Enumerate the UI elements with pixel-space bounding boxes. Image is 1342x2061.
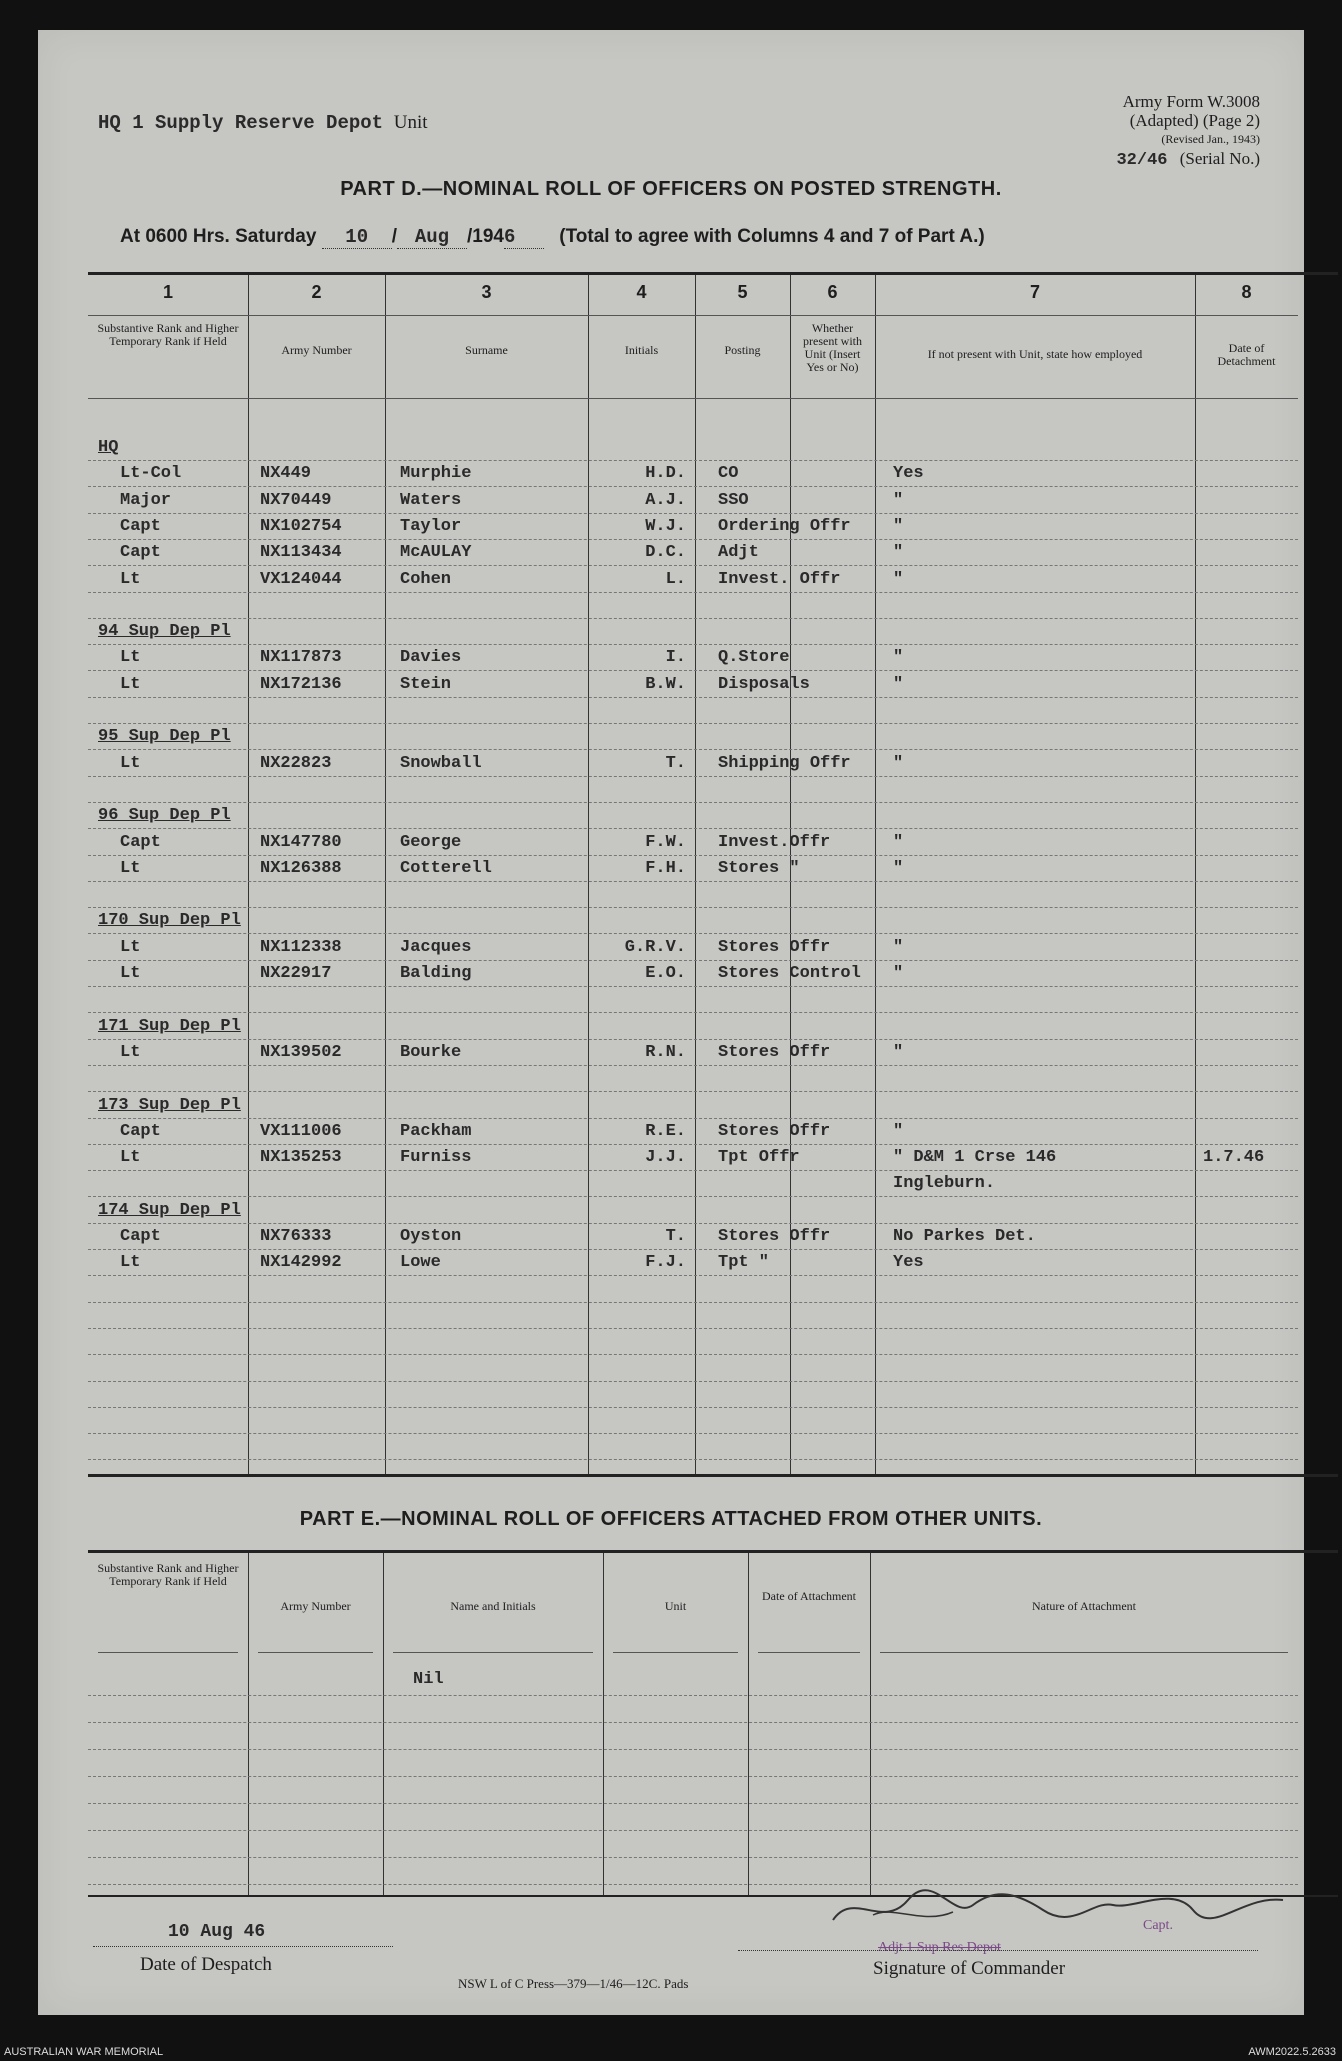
column-header-underline — [880, 1652, 1288, 1653]
row-cell-c2: NX70449 — [260, 490, 332, 510]
row-cell-c4: I. — [665, 648, 686, 668]
column-number: 4 — [636, 282, 647, 302]
serial-value: 32/46 — [1116, 151, 1168, 170]
row-cell-c5: Ordering Offr — [718, 516, 851, 536]
row-cell-c2: NX126388 — [260, 858, 342, 878]
group-label: 95 Sup Dep Pl — [98, 727, 231, 747]
row-cell-c5: Adjt — [718, 543, 759, 563]
group-label: 174 Sup Dep Pl — [98, 1200, 241, 1220]
form-header — [1116, 92, 1260, 170]
row-cell-c3: Furniss — [400, 1148, 472, 1168]
column-header-underline — [393, 1652, 593, 1653]
row-cell-c4: F.H. — [645, 858, 686, 878]
table-row — [38, 964, 1304, 990]
row-cell-c4: R.N. — [645, 1042, 686, 1062]
row-cell-c5: Stores Control — [718, 964, 861, 983]
row-guide-line — [88, 1830, 1298, 1831]
row-cell-c5: CO — [718, 464, 739, 484]
column-header: Army Number — [280, 1599, 351, 1613]
row-cell-c5: Q.Store — [718, 648, 790, 668]
column-header: Surname — [465, 343, 508, 357]
row-cell-c7: " D&M 1 Crse 146 — [893, 1148, 1057, 1168]
row-cell-c2: NX102754 — [260, 516, 342, 536]
row-cell-c4: F.J. — [645, 1253, 686, 1273]
row-cell-c1: Capt — [120, 832, 161, 852]
row-cell-c3: Davies — [400, 648, 462, 668]
row-guide-line — [88, 1857, 1298, 1858]
table-row — [38, 570, 1304, 596]
table-row — [38, 543, 1304, 569]
at-prefix: At 0600 Hrs. Saturday — [120, 226, 317, 247]
column-divider — [248, 1553, 249, 1895]
row-cell-c5: Shipping Offr — [718, 753, 851, 773]
column-divider — [870, 1553, 871, 1895]
column-header: Date of Detachment — [1217, 341, 1276, 368]
signature-stamp: Adjt 1 Sup Res Depot — [878, 1940, 1001, 1955]
at-month: Aug — [397, 226, 467, 249]
row-cell-c5: SSO — [718, 490, 749, 510]
row-cell-c7: " — [893, 490, 904, 510]
form-number: Army Form W.3008 — [1122, 92, 1260, 111]
table-row — [38, 1017, 1304, 1043]
row-cell-c3: McAULAY — [400, 543, 472, 563]
column-number: 8 — [1241, 282, 1252, 302]
column-number: 2 — [311, 282, 322, 302]
column-header: Posting — [724, 343, 761, 357]
part-e-nil: Nil — [413, 1670, 444, 1689]
column-number: 6 — [827, 282, 838, 302]
row-cell-c4: G.R.V. — [624, 937, 686, 957]
row-cell-c3: Cotterell — [400, 858, 492, 878]
column-header: Name and Initials — [450, 1599, 536, 1613]
at-suffix: (Total to agree with Columns 4 and 7 of Part A.) — [559, 226, 985, 247]
row-cell-c2: NX112338 — [260, 937, 342, 957]
row-cell-c1: Lt — [120, 1253, 141, 1273]
group-label: HQ — [98, 438, 119, 457]
row-guide-line — [88, 1328, 1298, 1329]
row-cell-c7: Yes — [893, 1253, 924, 1273]
table-row — [38, 806, 1304, 832]
row-cell-c1: Major — [120, 490, 172, 510]
column-header: Whether present with Unit (Insert Yes or No) — [803, 321, 862, 374]
row-cell-c7: Ingleburn. — [893, 1174, 996, 1194]
column-number: 5 — [737, 282, 748, 302]
column-header: If not present with Unit, state how employed — [927, 347, 1143, 361]
commander-signature — [813, 1870, 1313, 1950]
row-cell-c3: Taylor — [400, 516, 462, 536]
row-cell-c3: Stein — [400, 674, 452, 694]
row-cell-c5: Stores " — [718, 858, 800, 878]
row-cell-c4: L. — [665, 569, 686, 589]
table-row — [38, 1174, 1304, 1200]
row-guide-line — [88, 1302, 1298, 1303]
row-cell-c2: NX172136 — [260, 674, 342, 694]
column-header-underline — [258, 1652, 373, 1653]
row-cell-c5: Stores Offr — [718, 937, 831, 957]
part-d-top-rule — [88, 272, 1338, 275]
part-d-bottom-rule — [88, 1474, 1338, 1477]
row-cell-c7: " — [893, 937, 904, 957]
column-number: 3 — [481, 282, 492, 302]
row-cell-c1: Capt — [120, 1227, 161, 1246]
row-cell-c7: " — [893, 648, 904, 668]
column-header: Substantive Rank and Higher Temporary Rank if Held — [97, 1561, 239, 1588]
column-header: Nature of Attachment — [1032, 1599, 1136, 1613]
at-year-digit: 6 — [504, 226, 544, 249]
row-cell-c1: Lt — [120, 753, 141, 773]
column-header: Date of Attachment — [762, 1589, 856, 1603]
row-guide-line — [88, 1354, 1298, 1355]
table-row — [38, 727, 1304, 753]
row-cell-c1: Lt — [120, 937, 141, 957]
row-guide-line — [88, 1407, 1298, 1408]
row-cell-c1: Lt — [120, 674, 141, 694]
row-cell-c1: Capt — [120, 516, 161, 536]
table-row — [38, 675, 1304, 701]
row-cell-c1: Lt — [120, 858, 141, 878]
row-cell-c1: Capt — [120, 1121, 161, 1141]
row-guide-line — [88, 1722, 1298, 1723]
row-cell-c2: NX117873 — [260, 648, 342, 668]
row-guide-line — [88, 1695, 1298, 1696]
row-cell-c4: B.W. — [645, 674, 686, 694]
row-guide-line — [88, 1459, 1298, 1460]
row-cell-c4: A.J. — [645, 490, 686, 510]
row-cell-c3: Murphie — [400, 464, 472, 484]
row-cell-c5: Tpt Offr — [718, 1148, 800, 1168]
group-label: 94 Sup Dep Pl — [98, 622, 231, 642]
row-cell-c7: Yes — [893, 464, 924, 484]
margin-credit: AUSTRALIAN WAR MEMORIAL — [4, 2046, 164, 2058]
row-cell-c5: Tpt " — [718, 1253, 770, 1273]
row-cell-c2: NX22917 — [260, 964, 332, 983]
row-cell-c4: W.J. — [645, 516, 686, 536]
row-cell-c7: No Parkes Det. — [893, 1227, 1036, 1246]
table-row — [38, 622, 1304, 648]
unit-label: Unit — [393, 112, 428, 133]
row-cell-c3: Bourke — [400, 1042, 462, 1062]
column-divider — [383, 1553, 384, 1895]
row-cell-c3: Jacques — [400, 937, 472, 957]
row-guide-line — [88, 1749, 1298, 1750]
despatch-label: Date of Despatch — [140, 1954, 272, 1975]
table-row — [38, 464, 1304, 490]
table-row — [38, 990, 1304, 1016]
row-cell-c7: " — [893, 543, 904, 563]
press-note: NSW L of C Press—379—1/46—12C. Pads — [458, 1976, 689, 1991]
column-header-underline — [758, 1652, 860, 1653]
row-cell-c2: NX135253 — [260, 1148, 342, 1168]
table-row — [38, 1201, 1304, 1227]
part-d-title: PART D.—NOMINAL ROLL OF OFFICERS ON POSTED STRENGTH. — [340, 178, 1002, 200]
column-number-rule — [88, 315, 1298, 316]
row-guide-line — [88, 1776, 1298, 1777]
table-row — [38, 1096, 1304, 1122]
row-cell-c1: Lt-Col — [120, 464, 182, 484]
row-cell-c7: " — [893, 832, 904, 852]
table-row — [38, 938, 1304, 964]
header-bottom-rule — [88, 398, 1298, 399]
table-row — [38, 648, 1304, 674]
margin-reference: AWM2022.5.2633 — [1248, 2046, 1336, 2058]
unit-line — [98, 112, 428, 134]
row-cell-c4: R.E. — [645, 1121, 686, 1141]
at-line: At 0600 Hrs. Saturday 10 / Aug /1946 (Total to agree with Columns 4 and 7 of Part A.) — [120, 226, 985, 248]
row-cell-c5: Invest. Offr — [718, 569, 841, 589]
row-cell-c2: NX113434 — [260, 543, 342, 563]
column-header: Army Number — [281, 343, 352, 357]
row-guide-line — [88, 1803, 1298, 1804]
row-cell-c7: " — [893, 516, 904, 536]
row-cell-c1: Lt — [120, 1148, 141, 1168]
row-cell-c3: Oyston — [400, 1227, 462, 1246]
row-cell-c1: Capt — [120, 543, 161, 563]
row-cell-c3: Waters — [400, 490, 462, 510]
column-header-underline — [98, 1652, 238, 1653]
row-cell-c4: E.O. — [645, 964, 686, 983]
row-cell-c5: Invest.Offr — [718, 832, 831, 852]
table-row — [38, 701, 1304, 727]
row-cell-c5: Disposals — [718, 674, 810, 694]
unit-value: HQ 1 Supply Reserve Depot — [98, 112, 384, 134]
row-cell-c5: Stores Offr — [718, 1121, 831, 1141]
table-row — [38, 1069, 1304, 1095]
form-revised: (Revised Jan., 1943) — [1161, 132, 1260, 146]
table-row — [38, 517, 1304, 543]
row-cell-c1: Lt — [120, 1042, 141, 1062]
row-cell-c7: " — [893, 1042, 904, 1062]
column-header: Initials — [624, 343, 659, 357]
row-cell-c2: NX147780 — [260, 832, 342, 852]
table-row — [38, 859, 1304, 885]
row-cell-c5: Stores Offr — [718, 1227, 831, 1246]
table-row — [38, 780, 1304, 806]
table-row — [38, 1122, 1304, 1148]
at-year-prefix: /194 — [466, 226, 504, 247]
row-cell-c4: H.D. — [645, 464, 686, 484]
table-row — [38, 596, 1304, 622]
form-page — [38, 30, 1304, 2015]
table-row — [38, 754, 1304, 780]
serial-line — [1116, 149, 1260, 170]
row-cell-c7: " — [893, 569, 904, 589]
column-header: Unit — [664, 1599, 687, 1613]
row-cell-c2: NX76333 — [260, 1227, 332, 1246]
row-cell-c5: Stores Offr — [718, 1042, 831, 1062]
signature-dotted-line — [738, 1950, 1258, 1951]
despatch-dotted-line — [93, 1946, 393, 1947]
row-guide-line — [88, 1381, 1298, 1382]
row-cell-c7: " — [893, 858, 904, 878]
row-cell-c7: " — [893, 964, 904, 983]
row-cell-c2: VX124044 — [260, 569, 342, 589]
table-row — [38, 1148, 1304, 1174]
table-row — [38, 885, 1304, 911]
row-cell-c4: F.W. — [645, 832, 686, 852]
part-e-title: PART E.—NOMINAL ROLL OF OFFICERS ATTACHED FROM OTHER UNITS. — [299, 1508, 1043, 1530]
row-cell-c3: Cohen — [400, 569, 452, 589]
despatch-value: 10 Aug 46 — [168, 1922, 266, 1942]
row-cell-c3: Snowball — [400, 753, 482, 773]
column-header-underline — [613, 1652, 738, 1653]
column-number: 7 — [1029, 282, 1040, 302]
row-cell-c2: NX449 — [260, 464, 312, 484]
column-header: Substantive Rank and Higher Temporary Rank if Held — [97, 321, 239, 348]
row-cell-c7: " — [893, 674, 904, 694]
signature-rank: Capt. — [1143, 1918, 1173, 1933]
column-divider — [748, 1553, 749, 1895]
row-cell-c7: " — [893, 1121, 904, 1141]
table-row — [38, 833, 1304, 859]
row-cell-c4: T. — [665, 1227, 686, 1246]
part-e-top-rule — [88, 1550, 1338, 1553]
table-row — [38, 491, 1304, 517]
row-cell-c4: J.J. — [645, 1148, 686, 1168]
at-day: 10 — [322, 226, 392, 249]
table-row — [38, 1253, 1304, 1279]
row-cell-c4: T. — [665, 753, 686, 773]
row-guide-line — [88, 1433, 1298, 1434]
group-label: 173 Sup Dep Pl — [98, 1095, 241, 1115]
group-label: 96 Sup Dep Pl — [98, 806, 231, 826]
column-divider — [603, 1553, 604, 1895]
form-adapted: (Adapted) (Page 2) — [1129, 111, 1260, 130]
row-cell-c2: NX22823 — [260, 753, 332, 773]
row-cell-c2: NX139502 — [260, 1042, 342, 1062]
row-cell-c1: Lt — [120, 648, 141, 668]
row-cell-c1: Lt — [120, 569, 141, 589]
table-row — [38, 438, 1304, 464]
row-cell-c4: D.C. — [645, 543, 686, 563]
row-cell-c2: VX111006 — [260, 1121, 342, 1141]
row-cell-c2: NX142992 — [260, 1253, 342, 1273]
row-cell-c3: Packham — [400, 1121, 472, 1141]
row-cell-c7: " — [893, 753, 904, 773]
group-label: 171 Sup Dep Pl — [98, 1016, 241, 1036]
group-label: 170 Sup Dep Pl — [98, 911, 241, 931]
row-cell-c8: 1.7.46 — [1203, 1148, 1265, 1168]
row-cell-c3: Balding — [400, 964, 472, 983]
column-number: 1 — [162, 282, 173, 302]
serial-label: (Serial No.) — [1179, 149, 1260, 168]
table-row — [38, 1227, 1304, 1253]
table-row — [38, 911, 1304, 937]
signature-label: Signature of Commander — [873, 1958, 1066, 1979]
row-cell-c3: Lowe — [400, 1253, 441, 1273]
table-row — [38, 1043, 1304, 1069]
row-cell-c1: Lt — [120, 964, 141, 983]
row-cell-c3: George — [400, 832, 462, 852]
